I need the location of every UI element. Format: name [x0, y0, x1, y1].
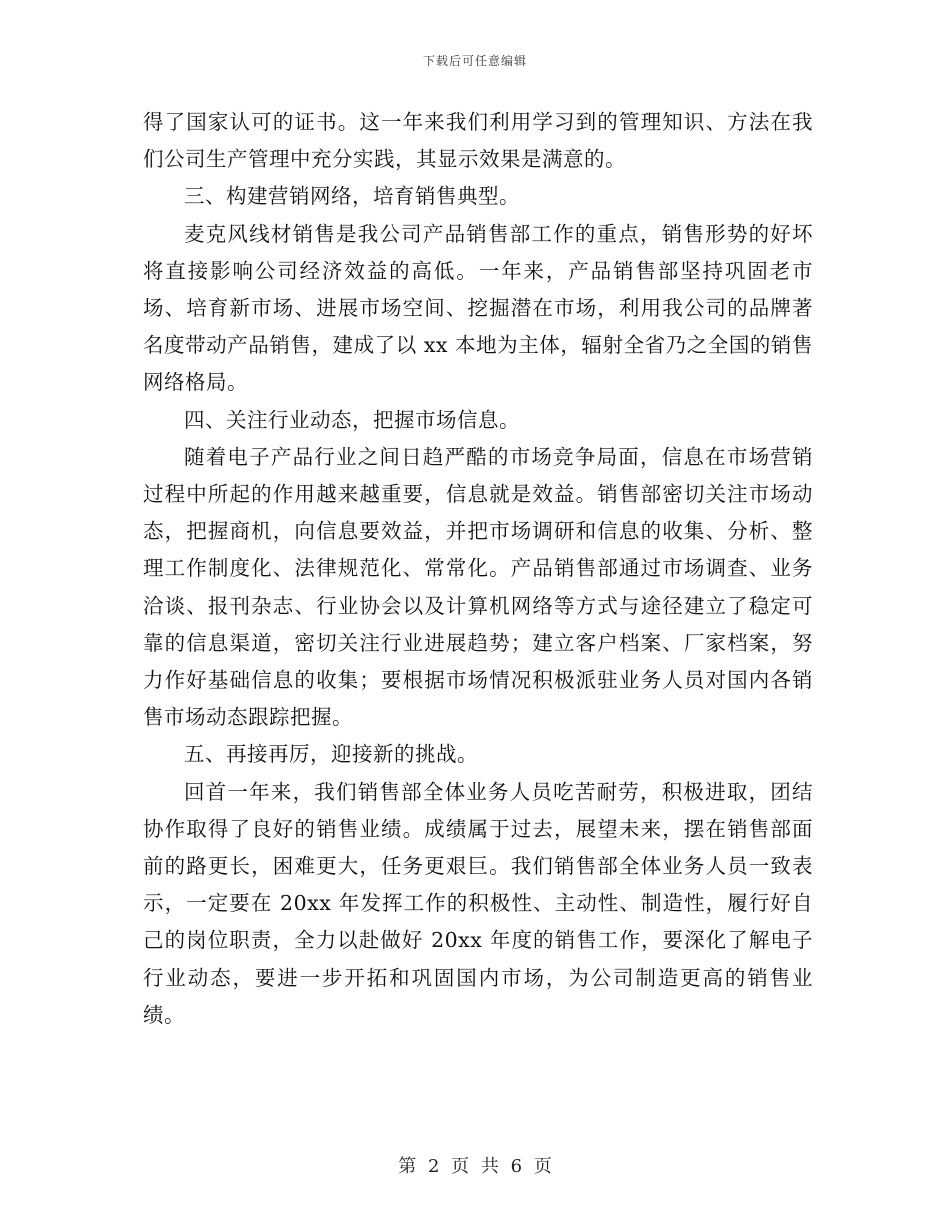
paragraph: 得了国家认可的证书。这一年来我们利用学习到的管理知识、方法在我们公司生产管理中充分实践，其显示效果是满意的。 [143, 110, 813, 172]
paragraph: 随着电子产品行业之间日趋严酷的市场竞争局面，信息在市场营销过程中所起的作用越来越重要，信息就是效益。销售部密切关注市场动态，把握商机，向信息要效益，并把市场调研和信息的收集、分析、整理工作制度化、法律规范化、常常化。产品销售部通过市场调查、业务洽谈、报刊杂志、行业协会以及计算机网络等方式与途径建立了稳定可靠的信息渠道，密切关注行业进展趋势；建立客户档案、厂家档案，努力作好基础信息的收集；要根据市场情况积极派驻业务人员对国内各销售市场动态跟踪把握。 [143, 444, 813, 730]
page-number-footer: 第 2 页 共 6 页 [398, 1156, 552, 1177]
page-header: 下载后可任意编辑 [422, 54, 527, 68]
section-heading: 四、关注行业动态，把握市场信息。 [184, 407, 520, 432]
paragraph: 麦克风线材销售是我公司产品销售部工作的重点，销售形势的好坏将直接影响公司经济效益的高低。一年来，产品销售部坚持巩固老市场、培育新市场、进展市场空间、挖掘潜在市场，利用我公司的品牌著名度带动产品销售，建成了以 xx 本地为主体，辐射全省乃之全国的销售网络格局。 [143, 221, 813, 395]
section-heading: 三、构建营销网络，培育销售典型。 [184, 184, 520, 209]
paragraph: 回首一年来，我们销售部全体业务人员吃苦耐劳，积极进取，团结协作取得了良好的销售业绩。成绩属于过去，展望未来，摆在销售部面前的路更长，困难更大，任务更艰巨。我们销售部全体业务人员一致表示，一定要在 20xx 年发挥工作的积极性、主动性、制造性，履行好自己的岗位职责，全力以赴做好 20xx 年度的销售工作，要深化了解电子行业动态，要进一步开拓和巩固国内市场，为公司制造更高的销售业绩。 [143, 779, 813, 1027]
section-heading: 五、再接再厉，迎接新的挑战。 [184, 742, 478, 767]
document-body [143, 104, 813, 1034]
